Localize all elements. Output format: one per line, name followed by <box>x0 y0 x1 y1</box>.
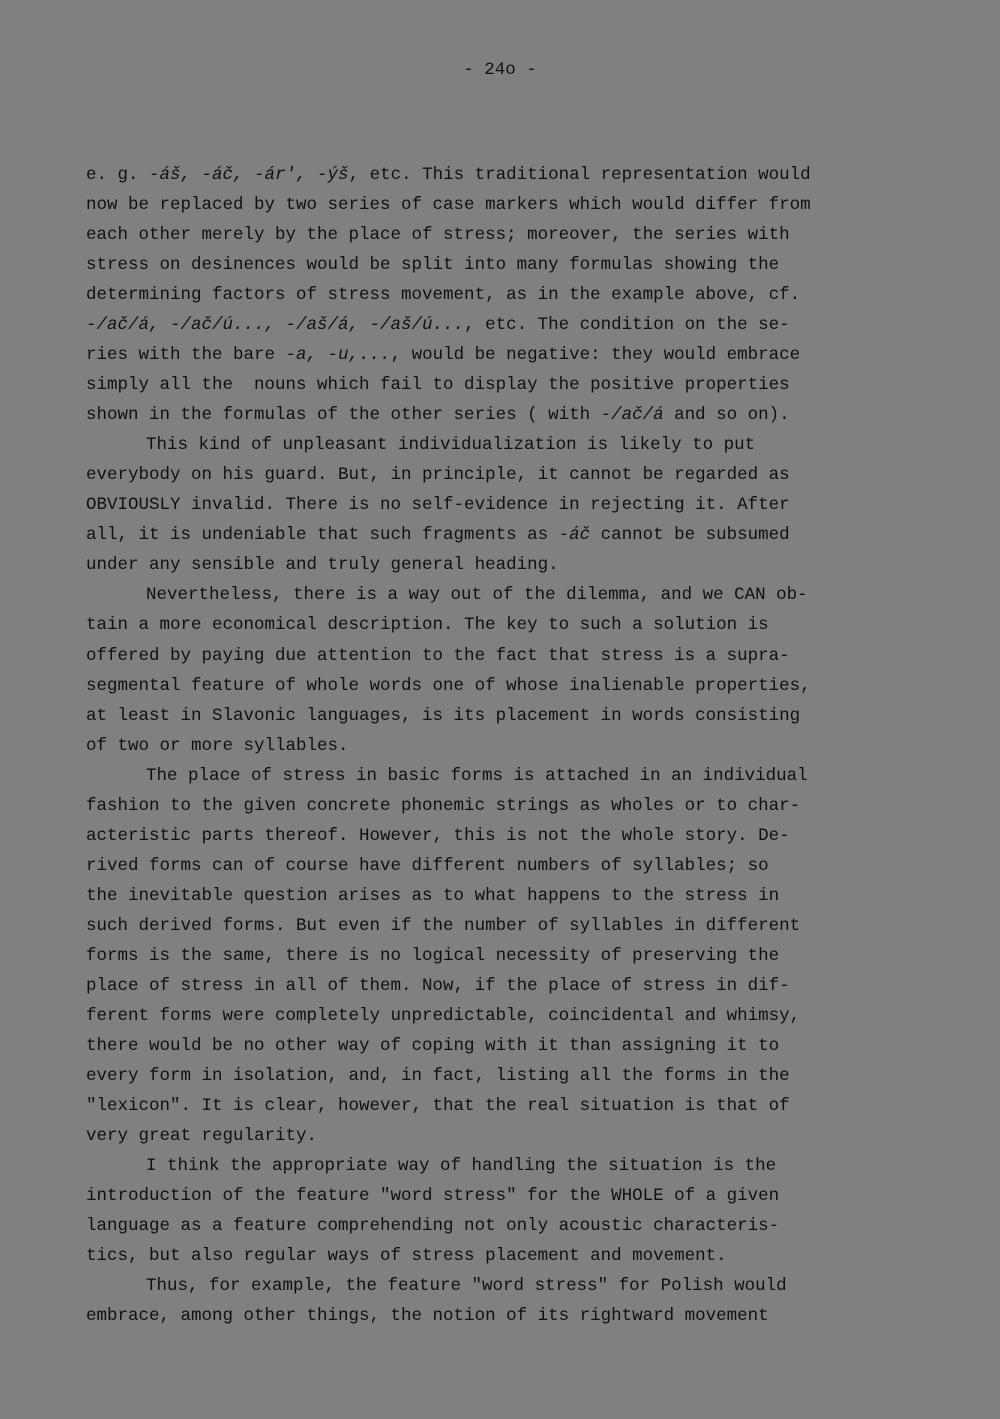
text-segment: , etc. The condition on the se- <box>464 315 790 336</box>
text-line <box>86 310 926 340</box>
text-segment: of two or more syllables. <box>86 735 349 756</box>
text-line <box>86 1181 926 1211</box>
text-line <box>86 1091 926 1121</box>
text-line <box>86 400 926 430</box>
text-line <box>86 1061 926 1091</box>
text-segment: , would be negative: they would embrace <box>390 345 801 366</box>
text-segment: now be replaced by two series of case markers which would differ from <box>86 195 811 216</box>
text-segment: the inevitable question arises as to what happens to the stress in <box>86 885 780 906</box>
text-line <box>86 1151 926 1181</box>
text-line <box>86 1211 926 1241</box>
text-segment: determining factors of stress movement, as in the example above, cf. <box>86 285 801 306</box>
text-segment: simply all the nouns which fail to display the positive properties <box>86 375 790 396</box>
text-line <box>86 280 926 310</box>
text-segment: there would be no other way of coping with it than assigning it to <box>86 1035 780 1056</box>
text-line <box>86 220 926 250</box>
text-segment: introduction of the feature "word stress" for the WHOLE of a given <box>86 1186 780 1207</box>
italic-text-segment: -a, -u,... <box>285 345 391 366</box>
text-line <box>86 941 926 971</box>
text-line <box>86 1241 926 1271</box>
text-segment: place of stress in all of them. Now, if the place of stress in dif- <box>86 975 790 996</box>
text-line <box>86 1031 926 1061</box>
text-segment: under any sensible and truly general heading. <box>86 555 559 576</box>
text-segment: tics, but also regular ways of stress placement and movement. <box>86 1246 727 1267</box>
text-segment: Nevertheless, there is a way out of the dilemma, and we CAN ob- <box>146 585 808 606</box>
text-segment: forms is the same, there is no logical necessity of preserving the <box>86 945 780 966</box>
text-segment: at least in Slavonic languages, is its placement in words consisting <box>86 705 801 726</box>
text-segment: embrace, among other things, the notion of its rightward movement <box>86 1306 769 1327</box>
text-line <box>86 761 926 791</box>
text-segment: I think the appropriate way of handling the situation is the <box>146 1156 777 1177</box>
text-line <box>86 791 926 821</box>
text-segment: stress on desinences would be split into many formulas showing the <box>86 255 780 276</box>
italic-text-segment: -/ač/á <box>600 405 664 426</box>
text-segment: segmental feature of whole words one of whose inalienable properties, <box>86 675 811 696</box>
text-segment: acteristic parts thereof. However, this is not the whole story. De- <box>86 825 790 846</box>
text-line <box>86 520 926 550</box>
text-segment: OBVIOUSLY invalid. There is no self-evidence in rejecting it. After <box>86 495 790 516</box>
italic-text-segment: -áš, -áč, -ár', -ýš <box>149 165 349 185</box>
text-line <box>86 911 926 941</box>
text-line <box>86 1001 926 1031</box>
text-line <box>86 430 926 460</box>
text-segment: such derived forms. But even if the number of syllables in different <box>86 915 801 936</box>
text-line <box>86 370 926 400</box>
text-segment: tain a more economical description. The key to such a solution is <box>86 615 769 636</box>
text-line <box>86 731 926 761</box>
text-line <box>86 881 926 911</box>
page-number: - 24o - <box>463 60 537 80</box>
text-line <box>86 971 926 1001</box>
text-line <box>86 851 926 881</box>
text-segment: all, it is undeniable that such fragments as <box>86 525 559 546</box>
text-segment: ries with the bare <box>86 345 286 366</box>
text-segment: everybody on his guard. But, in principle, it cannot be regarded as <box>86 465 790 486</box>
body-text <box>86 160 926 1331</box>
text-line <box>86 671 926 701</box>
text-segment: ferent forms were completely unpredictable, coincidental and whimsy, <box>86 1005 801 1026</box>
text-segment: cannot be subsumed <box>590 525 790 546</box>
text-segment: Thus, for example, the feature "word stress" for Polish would <box>146 1276 787 1297</box>
text-line <box>86 641 926 671</box>
text-line <box>86 460 926 490</box>
italic-text-segment: -/ač/á, -/ač/ú..., -/aš/á, -/aš/ú... <box>86 315 465 336</box>
text-line <box>86 610 926 640</box>
text-line <box>86 821 926 851</box>
italic-text-segment: -áč <box>558 525 591 546</box>
text-segment: The place of stress in basic forms is attached in an individual <box>146 765 808 786</box>
text-line <box>86 580 926 610</box>
text-line <box>86 190 926 220</box>
text-line <box>86 1271 926 1301</box>
text-line <box>86 701 926 731</box>
text-segment: "lexicon". It is clear, however, that the real situation is that of <box>86 1095 790 1116</box>
text-segment: This kind of unpleasant individualization is likely to put <box>146 435 756 456</box>
text-line <box>86 490 926 520</box>
text-line <box>86 160 926 190</box>
text-segment: shown in the formulas of the other series ( with <box>86 405 601 426</box>
text-segment: offered by paying due attention to the fact that stress is a supra- <box>86 645 790 666</box>
text-segment: rived forms can of course have different numbers of syllables; so <box>86 855 769 876</box>
text-segment: language as a feature comprehending not only acoustic characteris- <box>86 1216 780 1237</box>
text-line <box>86 250 926 280</box>
text-line <box>86 1121 926 1151</box>
text-segment: each other merely by the place of stress; moreover, the series with <box>86 225 790 246</box>
text-segment: very great regularity. <box>86 1126 318 1146</box>
text-segment: fashion to the given concrete phonemic strings as wholes or to char- <box>86 795 801 816</box>
text-segment: every form in isolation, and, in fact, listing all the forms in the <box>86 1065 790 1086</box>
text-line <box>86 550 926 580</box>
text-segment: , etc. This traditional representation would <box>348 165 811 185</box>
text-segment: and so on). <box>663 405 790 426</box>
text-line <box>86 1301 926 1331</box>
text-line <box>86 340 926 370</box>
text-segment: e. g. <box>86 165 150 185</box>
